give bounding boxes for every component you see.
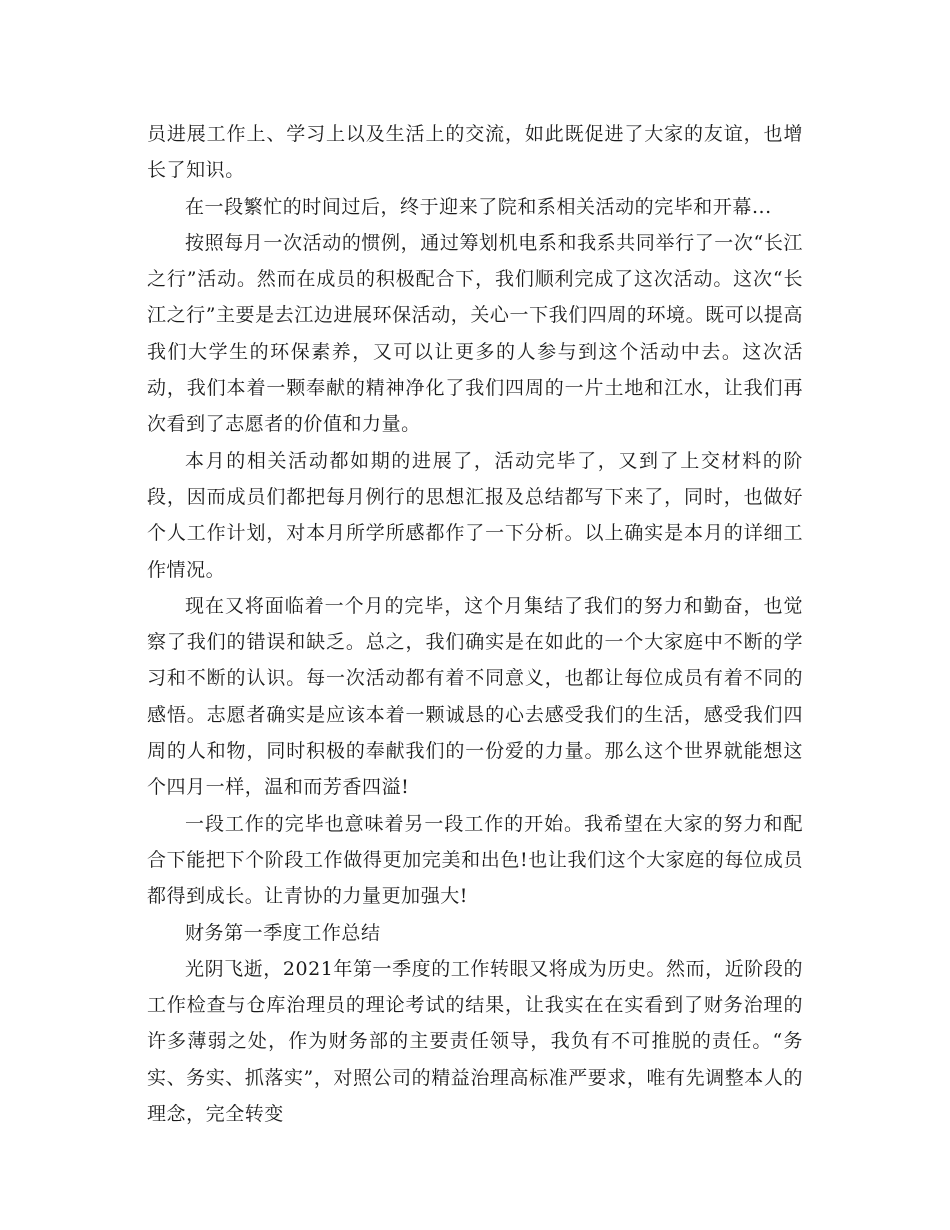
paragraph-continuation: 员进展工作上、学习上以及生活上的交流，如此既促进了大家的友谊，也增长了知识。: [147, 123, 803, 182]
paragraph-reflection: 现在又将面临着一个月的完毕，这个月集结了我们的努力和勤奋，也觉察了我们的错误和缺乏。总之，我们确实是在如此的一个大家庭中不断的学习和不断的认识。每一次活动都有着不同意义，也都让每位成员有着不同的感悟。志愿者确实是应该本着一颗诚恳的心去感受我们的生活，感受我们四周的人和物，同时积极的奉献我们的一份爱的力量。那么这个世界就能想这个四月一样，温和而芳香四溢!: [147, 594, 803, 799]
paragraph-next-stage: 一段工作的完毕也意味着另一段工作的开始。我希望在大家的努力和配合下能把下个阶段工作做得更加完美和出色!也让我们这个大家庭的每位成员都得到成长。让青协的力量更加强大!: [147, 812, 803, 908]
paragraph-activity-intro: 在一段繁忙的时间过后，终于迎来了院和系相关活动的完毕和开幕...: [185, 195, 772, 218]
section-heading: 财务第一季度工作总结: [185, 921, 381, 944]
document-body: [147, 116, 803, 1132]
paragraph-finance-summary: 光阴飞逝，2021年第一季度的工作转眼又将成为历史。然而，近阶段的工作检查与仓库治理员的理论考试的结果，让我实在在实看到了财务治理的许多薄弱之处，作为财务部的主要责任领导，我负有不可推脱的责任。“务实、务实、抓落实”，对照公司的精益治理高标准严要求，唯有先调整本人的理念，完全转变: [147, 957, 803, 1126]
paragraph-yangtze-trip: 按照每月一次活动的惯例，通过筹划机电系和我系共同举行了一次“长江之行”活动。然而在成员的积极配合下，我们顺利完成了这次活动。这次“长江之行”主要是去江边进展环保活动，关心一下我们四周的环境。既可以提高我们大学生的环保素养，又可以让更多的人参与到这个活动中去。这次活动，我们本着一颗奉献的精神净化了我们四周的一片土地和江水，让我们再次看到了志愿者的价值和力量。: [147, 231, 803, 436]
paragraph-monthly-summary: 本月的相关活动都如期的进展了，活动完毕了，又到了上交材料的阶段，因而成员们都把每月例行的思想汇报及总结都写下来了，同时，也做好个人工作计划，对本月所学所感都作了一下分析。以上确实是本月的详细工作情况。: [147, 449, 803, 581]
